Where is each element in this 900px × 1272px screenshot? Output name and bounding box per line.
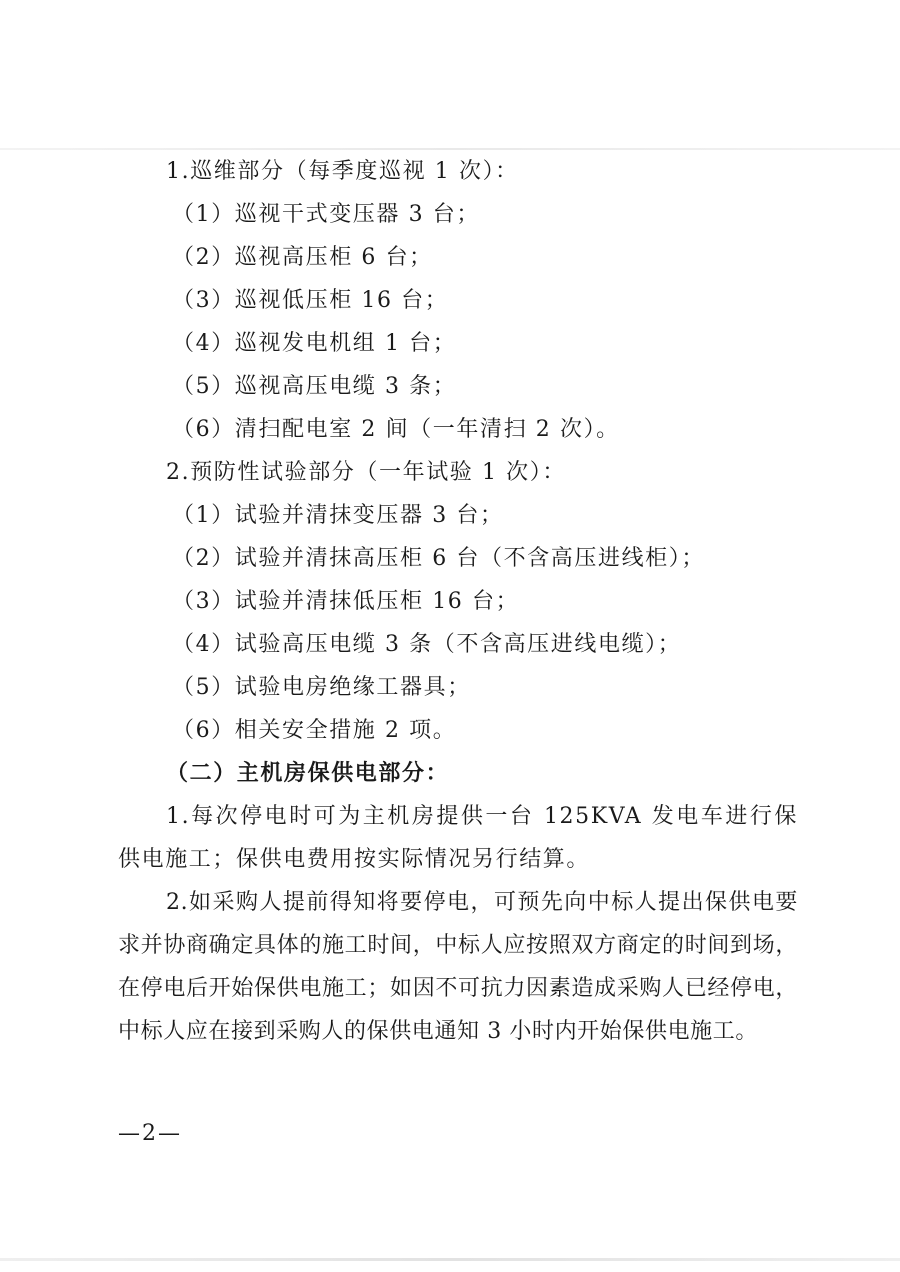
testing-item: （5）试验电房绝缘工器具； [172,675,471,700]
inspection-item: （4）巡视发电机组 1 台； [172,331,457,356]
document-body [118,150,798,1053]
power-supply-paragraph: 2.如采购人提前得知将要停电，可预先向中标人提出保供电要求并协商确定具体的施工时间，中标人应按照双方商定的时间到场，在停电后开始保供电施工；如因不可抗力因素造成采购人已经停电，中标人应在接到采购人的保供电通知 3 小时内开始保供电施工。 [118,890,798,1044]
page-number: —2— [118,1121,182,1146]
scan-edge-bottom [0,1258,900,1261]
inspection-item: （5）巡视高压电缆 3 条； [172,374,457,399]
inspection-item: （1）巡视干式变压器 3 台； [172,202,480,227]
testing-item: （3）试验并清抹低压柜 16 台； [172,589,520,614]
testing-item: （1）试验并清抹变压器 3 台； [172,503,504,528]
testing-item: （2）试验并清抹高压柜 6 台（不含高压进线柜）； [172,546,705,571]
testing-heading: 2.预防性试验部分（一年试验 1 次）： [166,460,566,485]
inspection-item: （3）巡视低压柜 16 台； [172,288,449,313]
power-supply-paragraph: 1.每次停电时可为主机房提供一台 125KVA 发电车进行保供电施工；保供电费用按实际情况另行结算。 [118,804,798,872]
inspection-item: （2）巡视高压柜 6 台； [172,245,433,270]
power-supply-heading: （二）主机房保供电部分： [166,760,450,786]
testing-item: （6）相关安全措施 2 项。 [172,718,457,743]
testing-item: （4）试验高压电缆 3 条（不含高压进线电缆）； [172,632,682,657]
inspection-item: （6）清扫配电室 2 间（一年清扫 2 次）。 [172,417,620,442]
inspection-heading: 1.巡维部分（每季度巡视 1 次）： [166,159,519,184]
